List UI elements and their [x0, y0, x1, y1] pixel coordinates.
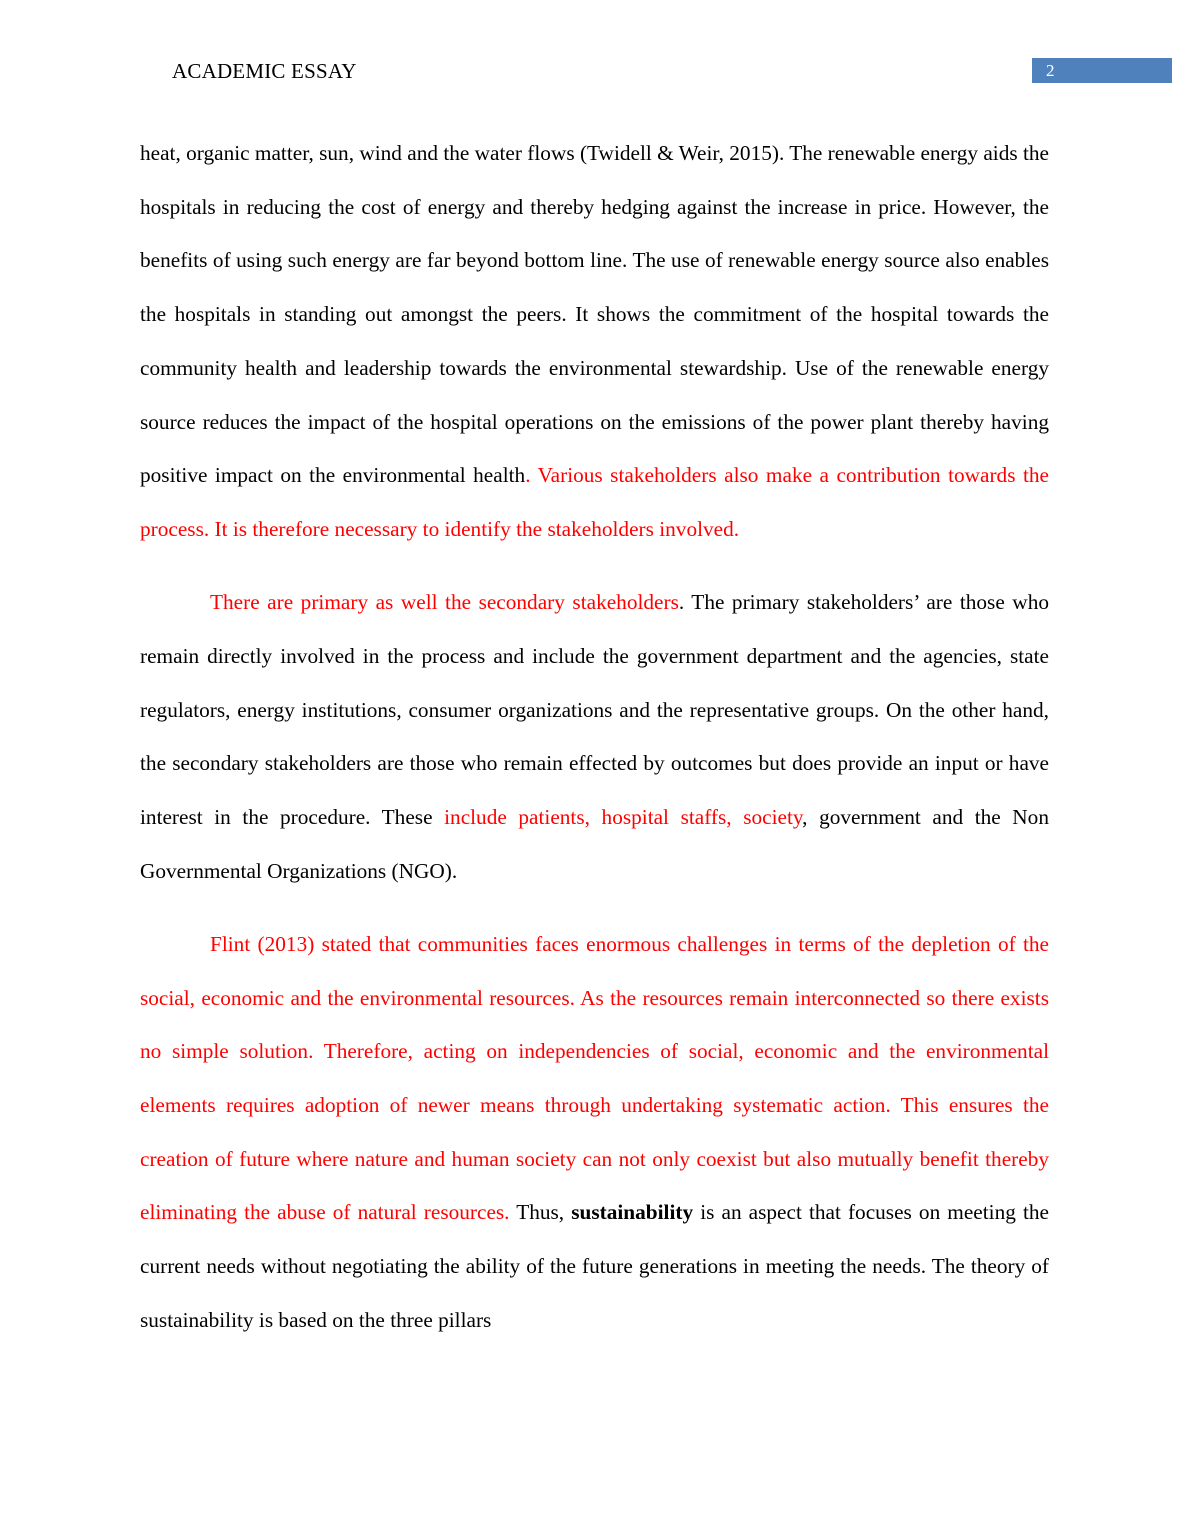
paragraph-text: , government and the Non Governmental Organizations (NGO). — [140, 804, 1049, 883]
essay-body — [140, 127, 1049, 1347]
page-number: 2 — [1046, 61, 1055, 80]
highlighted-text: include patients, hospital staffs, society — [444, 804, 803, 829]
paragraph-renewable-energy — [140, 127, 1049, 557]
highlighted-text: There are primary as well the secondary stakeholders — [210, 590, 679, 615]
paragraph-text: Thus, — [509, 1200, 572, 1225]
page-number-box — [1032, 58, 1172, 83]
highlighted-text: . Various stakeholders also make a contribution towards the process. It is therefore necessary to identify the stakeholders involved. — [140, 463, 1049, 541]
paragraph-text: is an aspect that focuses on meeting the current needs without negotiating the ability of the future generations in meeting the needs. The theory of sustainability is based on the three pillars — [140, 1200, 1049, 1332]
highlighted-text: Flint (2013) stated that communities faces enormous challenges in terms of the depletion of the social, economic and the environmental resources. As the resources remain interconnected so there exists no simple solution. Therefore, acting on independencies of social, economic and the environmental elements requires adoption of newer means through undertaking systematic action. This ensures the creation of future where nature and human society can not only coexist but also mutually benefit thereby eliminating the abuse of natural resources. — [140, 931, 1049, 1225]
paragraph-text: . The primary stakeholders’ are those who remain directly involved in the process and include the government department and the agencies, state regulators, energy institutions, consumer organizations and the representative groups. On the other hand, the secondary stakeholders are those who remain effected by outcomes but does provide an input or have interest in the procedure. These — [140, 590, 1049, 829]
paragraph-stakeholders — [140, 576, 1049, 898]
paragraph-text: heat, organic matter, sun, wind and the water flows (Twidell & Weir, 2015). The renewable energy aids the hospitals in reducing the cost of energy and thereby hedging against the increase in price. However, the benefits of using such energy are far beyond bottom line. The use of renewable energy source also enables the hospitals in standing out amongst the peers. It shows the commitment of the hospital towards the community health and leadership towards the environmental stewardship. Use of the renewable energy source reduces the impact of the hospital operations on the emissions of the power plant thereby having positive impact on the environmental health — [140, 141, 1050, 488]
running-head-title: ACADEMIC ESSAY — [172, 59, 357, 83]
bold-term: sustainability — [571, 1200, 694, 1225]
paragraph-sustainability — [140, 918, 1049, 1348]
